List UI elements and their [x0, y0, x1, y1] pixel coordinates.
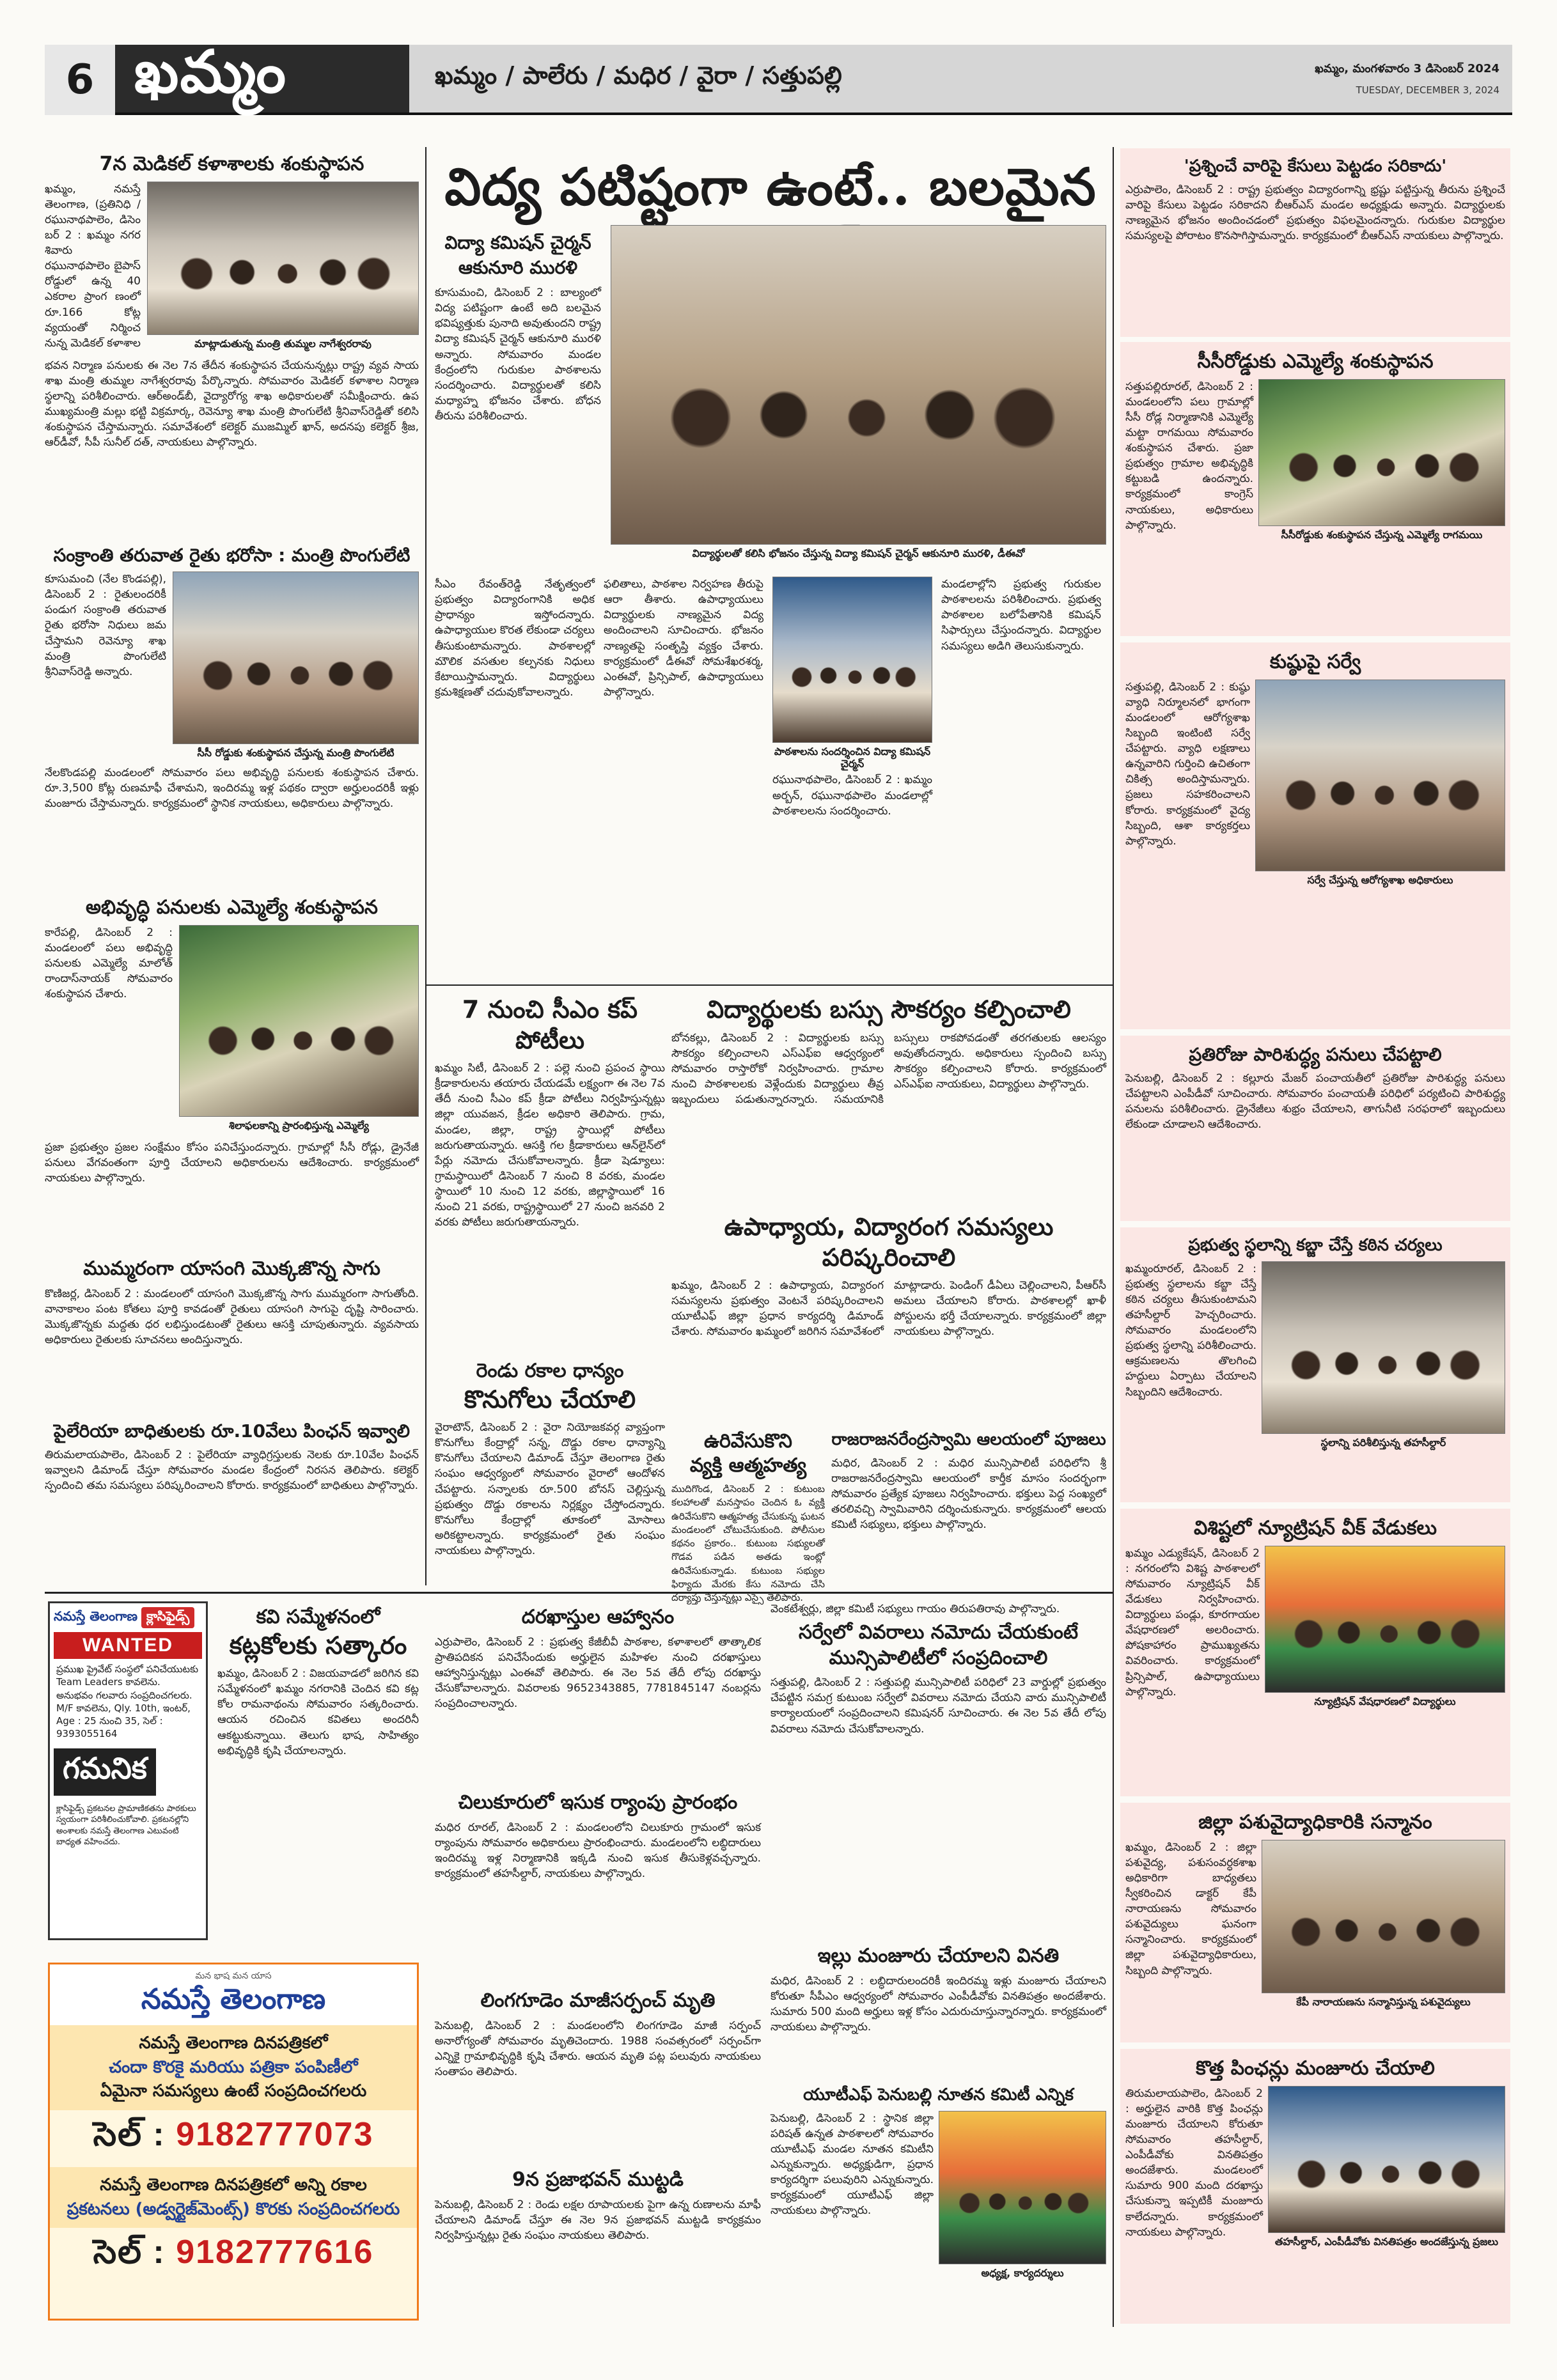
article-body: ఖమ్మం సిటీ, డిసెంబర్ 2 : పల్లె నుంచి ప్రపంచ స్థాయి క్రీడాకారులను తయారు చేయడమే లక్ష్యంగా ఈ నెల 7వ తేదీ నుంచి సీఎం కప్ క్రీడా పోటీలు నిర్వహిస్తున్నట్లు జిల్లా యువజన, క్రీడల అధికారి తెలిపారు. గ్రామ, మండల, జిల్లా, రాష్ట్ర స్థాయిల్లో పోటీలు జరుగుతాయన్నారు. ఆసక్తి గల క్రీడాకారులు ఆన్‌లైన్‌లో పేర్లు నమోదు చేసుకోవాలన్నారు. క్రీడా షెడ్యూలు: గ్రామస్థాయిలో డిసెంబర్ 7 నుంచి 8 వరకు, మండల స్థాయిలో 10 నుంచి 12 వరకు, జిల్లాస్థాయిలో 16 నుంచి 21 వరకు, రాష్ట్రస్థాయిలో 27 నుంచి జనవరి 2 వరకు పోటీలు జరుగుతాయన్నారు. [435, 1062, 665, 1229]
phone-label: సెల్ : [93, 2116, 166, 2154]
article-body: పెనుబల్లి, డిసెంబర్ 2 : కల్లూరు మేజర్ పంచాయతీలో ప్రతిరోజు పారిశుద్ధ్య పనులు చేపట్టాలని ఎంపీడీవో సూచించారు. సోమవారం పంచాయతీ పరిధిలో పర్యటించి పారిశుద్ధ్య పనులను పరిశీలించారు. డ్రైనేజీలు శుభ్రం చేయాలని, తాగునీటి సరఫరాలో ఇబ్బందులు లేకుండా చూడాలని ఆదేశించారు. [1125, 1072, 1505, 1132]
article-body: మండలాల్లోని ప్రభుత్వ గురుకుల పాఠశాలలను పరిశీలించారు. ప్రభుత్వ పాఠశాలల బలోపేతానికి కమిషన్ సిఫార్సులు చేస్తుందన్నారు. విద్యార్థుల సమస్యలు అడిగి తెలుసుకున్నారు. [941, 578, 1101, 653]
article-survey [771, 1601, 1106, 1934]
article-sand-ramp [435, 1787, 761, 1979]
photo-caption: విద్యార్థులతో కలిసి భోజనం చేస్తున్న విద్యా కమిషన్ చైర్మన్ ఆకునూరి మురళి, డీఈవో [692, 547, 1025, 559]
photo-caption: పాఠశాలను సందర్శించిన విద్యా కమిషన్ చైర్మన్ [774, 745, 931, 770]
article-land-encroachment [1120, 1227, 1510, 1502]
article-cc-road-mla [1120, 342, 1510, 636]
headline: 7 నుంచి సీఎం కప్ పోటీలు [462, 995, 638, 1054]
article-body: నేలకొండపల్లి మండలంలో సోమవారం పలు అభివృద్ధి పనులకు శంకుస్థాపన చేశారు. రూ.3,500 కోట్ల రుణమాఫీ చేశామని, ఇందిరమ్మ ఇళ్ల పథకం ద్వారా అర్హులందరికీ ఇళ్లు మంజూరు చేస్తామన్నారు. కార్యక్రమంలో స్థానిక నాయకులు, అధికారులు పాల్గొన్నారు. [45, 766, 419, 811]
ad-line: ఏమైనా సమస్యలు ఉంటే సంప్రదించగలరు [100, 2081, 367, 2101]
photo-caption: అధ్యక్ష, కార్యదర్శులు [981, 2266, 1064, 2279]
inset-photo [772, 577, 932, 743]
article-vet-officer [1120, 1803, 1510, 2042]
photo-caption: శిలాఫలకాన్ని ప్రారంభిస్తున్న ఎమ్మెల్యే [229, 1119, 369, 1132]
article-filaria-pension [45, 1416, 419, 1585]
notice-label: గమనిక [54, 1748, 156, 1796]
article-medical-college [45, 148, 419, 535]
lead-kicker: విద్యా కమిషన్ చైర్మన్ [444, 232, 591, 253]
issue-date [1180, 45, 1512, 113]
article-body: భవన నిర్మాణ పనులకు ఈ నెల 7న తేదీన శంకుస్థాపన చేయనున్నట్లు రాష్ట్ర వ్యవ సాయ శాఖ మంత్రి తుమ్మల నాగేశ్వరరావు పేర్కొన్నారు. సోమవారం మెడికల్ కళాశాల నిర్మాణ స్థలాన్ని పరిశీలించారు. ఆర్‌అండ్‌బీ, వైద్యారోగ్య శాఖ అధికారులతో సమీక్షించారు. ఉప ముఖ్యమంత్రి మల్లు భట్టి విక్రమార్క, రెవెన్యూ శాఖ మంత్రి పొంగులేటి శ్రీనివాస్‌రెడ్డితో కలిసి శంకుస్థాపన చేస్తామన్నారు. సమావేశంలో కలెక్టర్ ముజమ్మిల్ ఖాన్, అదనపు కలెక్టర్ శ్రీజ, ఆర్‌డీవో, సీపీ సునీల్ దత్, నాయకులు పాల్గొన్నారు. [45, 359, 419, 449]
article-nutrition-week [1120, 1509, 1510, 1796]
article-body: తిరుమలాయపాలెం, డిసెంబర్ 2 : పైలేరియా వ్యాధిగ్రస్తులకు నెలకు రూ.10వేల పింఛన్ ఇవ్వాలని డిమాండ్ చేస్తూ సోమవారం మండల కేంద్రంలో నిరసన తెలిపారు. కలెక్టర్ స్పందించి తమ సమస్యలు పరిష్కరించాలని కోరారు. కార్యక్రమంలో బాధితులు పాల్గొన్నారు. [45, 1449, 419, 1493]
article-body: వెంకటేశ్వర్లు, జిల్లా కమిటీ సభ్యులు గాయం తిరుపతిరావు పాల్గొన్నారు. [771, 1603, 1060, 1615]
lead-photo [611, 225, 1106, 545]
headline: ప్రభుత్వ స్థలాన్ని కబ్జా చేస్తే కఠిన చర్యలు [1188, 1236, 1443, 1255]
headline: కుష్ఠుపై సర్వే [1269, 651, 1361, 673]
ad-line: నమస్తే తెలంగాణ దినపత్రికలో [139, 2034, 328, 2053]
article-body: మధిర, డిసెంబర్ 2 : మధిర మున్సిపాలిటీ పరిధిలోని శ్రీ రాజరాజనరేంద్రస్వామి ఆలయంలో కార్తీక మాసం సందర్భంగా సోమవారం ప్రత్యేక పూజలు నిర్వహించారు. భక్తులు పెద్ద సంఖ్యలో తరలివచ్చి స్వామివారిని దర్శించుకున్నారు. కార్యక్రమంలో ఆలయ కమిటీ సభ్యులు, భక్తులు పాల్గొన్నారు. [831, 1456, 1106, 1531]
headline: యూటీఎఫ్ పెనుబల్లి నూతన కమిటీ ఎన్నిక [803, 2085, 1074, 2104]
article-body: సత్తుపల్లి, డిసెంబర్ 2 : కుష్ఠు వ్యాధి నిర్మూలనలో భాగంగా మండలంలో ఆరోగ్యశాఖ సిబ్బంది ఇంటింటి సర్వే చేపట్టారు. వ్యాధి లక్షణాలు ఉన్నవారిని గుర్తించి ఉచితంగా చికిత్స అందిస్తామన్నారు. ప్రజలు సహకరించాలని కోరారు. కార్యక్రమంలో వైద్య సిబ్బంది, ఆశా కార్యకర్తలు పాల్గొన్నారు. [1125, 680, 1250, 848]
news-photo [1262, 1840, 1505, 1993]
article-body: ప్రజా ప్రభుత్వం ప్రజల సంక్షేమం కోసం పనిచేస్తుందన్నారు. గ్రామాల్లో సీసీ రోడ్లు, డ్రైనేజీ పనులు వేగవంతంగా పూర్తి చేయాలని అధికారులను ఆదేశించారు. కార్యక్రమంలో నాయకులు పాల్గొన్నారు. [45, 1140, 419, 1185]
classified-ad [48, 1601, 208, 1940]
article-applications [435, 1601, 761, 1780]
classified-text: ప్రముఖ ప్రైవేట్ సంస్థలో పనిచేయుటకు Team Leaders కావలెను. అనుభవం గలవారు సంప్రదించగలరు. M/F కావలెను, Qly. 10th, ఇంటర్, Age : 25 నుంచి 35, సెల్ : 9393055164 [56, 1663, 199, 1740]
news-photo [1258, 379, 1505, 526]
headline: రెండు రకాల ధాన్యం [476, 1360, 624, 1382]
wanted-banner: WANTED [54, 1632, 202, 1659]
ad-line: ప్రకటనలు (అడ్వర్టైజ్‌మెంట్స్) కొరకు సంప్రదించగలరు [67, 2199, 400, 2219]
article-body: ఖమ్మంరూరల్, డిసెంబర్ 2 : ప్రభుత్వ స్థలాలను కబ్జా చేస్తే కఠిన చర్యలు తీసుకుంటామని తహసీల్దార్ హెచ్చరించారు. సోమవారం మండలంలోని ప్రభుత్వ స్థలాన్ని పరిశీలించారు. ఆక్రమణలను తొలగించి హద్దులు ఏర్పాటు చేయాలని సిబ్బందిని ఆదేశించారు. [1125, 1262, 1256, 1399]
subscription-brand [50, 1964, 417, 2025]
headline-line2: కట్లకోలకు సత్కారం [229, 1631, 407, 1660]
section-title: ఖమ్మం [115, 45, 409, 113]
article-kavi-sammelanam [217, 1601, 419, 1959]
article-body: సత్తుపల్లి, డిసెంబర్ 2 : సత్తుపల్లి మున్సిపాలిటీ పరిధిలో 23 వార్డుల్లో ప్రభుత్వం చేపట్టిన సమగ్ర కుటుంబ సర్వేలో వివరాలు నమోదు చేయని వారు మున్సిపాలిటీ కార్యాలయంలో సంప్రదించాలని కమిషనర్ సూచించారు. ఈ నెల 5వ తేదీ లోపు వివరాలు నమోదు చేసుకోవాలన్నారు. [771, 1676, 1106, 1736]
headline: అభివృద్ధి పనులకు ఎమ్మెల్యే శంకుస్థాపన [86, 896, 378, 919]
article-body: ఖమ్మం, డిసెంబర్ 2 : జిల్లా పశువైద్య, పశుసంవర్ధకశాఖ అధికారిగా బాధ్యతలు స్వీకరించిన డాక్టర్ కేపీ నారాయణను సోమవారం పశువైద్యులు ఘనంగా సన్మానించారు. కార్యక్రమంలో జిల్లా పశువైద్యాధికారులు, సిబ్బంది పాల్గొన్నారు. [1125, 1840, 1256, 1977]
lead-kicker-name: ఆకునూరి మురళి [458, 257, 578, 278]
article-body: కారేపల్లి, డిసెంబర్ 2 : మండలంలో పలు అభివృద్ధి పనులకు ఎమ్మెల్యే మాలోత్ రాందాస్‌నాయక్ సోమవారం శంకుస్థాపన చేశారు. [45, 926, 173, 1000]
news-photo [1268, 2086, 1505, 2233]
headline: 7న మెడికల్ కళాశాలకు శంకుస్థాపన [99, 153, 364, 175]
article-body: కూసుమంచి, డిసెంబర్ 2 : బాల్యంలో విద్య పటిష్టంగా ఉంటే అది బలమైన భవిష్యత్తుకు పునాది అవుతుందని రాష్ట్ర విద్యా కమిషన్ చైర్మన్ ఆకునూరి మురళి అన్నారు. సోమవారం మండల కేంద్రంలోని గురుకుల పాఠశాలను సందర్శించారు. విద్యార్థులతో కలిసి మధ్యాహ్న భోజనం చేశారు. బోధన తీరును పరిశీలించారు. [435, 286, 601, 423]
brand-name: నమస్తే తెలంగాణ [141, 1983, 326, 2016]
lead-headline: విద్య పటిష్టంగా ఉంటే.. బలమైన [444, 157, 1097, 217]
ad-line: నమస్తే తెలంగాణ దినపత్రికలో అన్ని రకాల [100, 2175, 367, 2195]
article-body: ఎర్రుపాలెం, డిసెంబర్ 2 : ప్రభుత్వ కేజీబీవీ పాఠశాల, కళాశాలలో తాత్కాలిక ప్రాతిపదికన పనిచేసేందుకు అర్హులైన మహిళల నుంచి దరఖాస్తులు ఆహ్వానిస్తున్నట్లు ఎంఈవో తెలిపారు. ఈ నెల 5వ తేదీ లోపు దరఖాస్తు చేసుకోవాలన్నారు. వివరాలకు 9652343885, 7781845147 నంబర్లను సంప్రదించాలన్నారు. [435, 1635, 761, 1710]
headline: ఉపాధ్యాయ, విద్యారంగ సమస్యలు పరిష్కరించాలి [724, 1213, 1054, 1272]
article-body: ముదిగొండ, డిసెంబర్ 2 : కుటుంబ కలహాలతో మనస్తాపం చెందిన ఓ వ్యక్తి ఉరివేసుకొని ఆత్మహత్య చేసుకున్న ఘటన మండలంలో చోటుచేసుకుంది. పోలీసుల కథనం ప్రకారం.. కుటుంబ సభ్యులతో గొడవ పడిన అతడు ఇంట్లో ఉరివేసుకున్నాడు. కుటుంబ సభ్యుల ఫిర్యాదు మేరకు కేసు నమోదు చేసి దర్యాప్తు చేస్తున్నట్లు ఎస్సై తెలిపారు. [671, 1483, 825, 1604]
headline: 9న ప్రజాభవన్ ముట్టడి [512, 2168, 684, 2191]
news-photo [179, 925, 419, 1117]
article-suicide [671, 1426, 825, 1604]
article-body: పెనుబల్లి, డిసెంబర్ 2 : రెండు లక్షల రూపాయలకు పైగా ఉన్న రుణాలను మాఫీ చేయాలని డిమాండ్ చేస్తూ ఈ నెల 9న ప్రజాభవన్ ముట్టడి కార్యక్రమం నిర్వహిస్తున్నట్లు రైతు సంఘం నాయకులు తెలిపారు. [435, 2198, 761, 2242]
article-leprosy-survey [1120, 642, 1510, 1029]
article-cm-cup [435, 991, 665, 1349]
ad-line: చందా కొరకై మరియు పత్రికా పంపిణీలో [109, 2057, 358, 2077]
article-body: ఎర్రుపాలెం, డిసెంబర్ 2 : రాష్ట్ర ప్రభుత్వం విద్యారంగాన్ని భ్రష్టు పట్టిస్తున్న తీరును ప్రశ్నించే వారిపై కేసులు పెట్టడం సరికాదని బీఆర్‌ఎస్ మండల అధ్యక్షుడు అన్నారు. విద్యార్థులకు నాణ్యమైన భోజనం అందించడంలో ప్రభుత్వం విఫలమైందన్నారు. గురుకుల విద్యార్థుల సమస్యలపై పోరాటం కొనసాగిస్తామన్నారు. కార్యక్రమంలో బీఆర్‌ఎస్ నాయకులు పాల్గొన్నారు. [1125, 183, 1505, 242]
article-body: రఘునాథపాలెం, డిసెంబర్ 2 : ఖమ్మం అర్బన్, రఘునాథపాలెం మండలాల్లో పాఠశాలలను సందర్శించారు. [772, 774, 932, 818]
article-body: మధిర రూరల్, డిసెంబర్ 2 : మండలంలోని చిలుకూరు గ్రామంలో ఇసుక ర్యాంపును సోమవారం అధికారులు ప్రారంభించారు. మండలంలోని లబ్ధిదారులు ఇందిరమ్మ ఇళ్ల నిర్మాణానికి ఇక్కడి నుంచి ఇసుక తీసుకెళ్లవచ్చన్నారు. కార్యక్రమంలో తహసీల్దార్, నాయకులు పాల్గొన్నారు. [435, 1821, 761, 1880]
headline: ప్రతిరోజు పారిశుద్ధ్య పనులు చేపట్టాలి [1189, 1044, 1442, 1065]
article-body: ఖమ్మం, డిసెంబర్ 2 : విజయవాడలో జరిగిన కవి సమ్మేళనంలో ఖమ్మం నగరానికి చెందిన కవి కట్ల కోల రామనాథంను సోమవారం సత్కరించారు. ఆయన రచించిన కవితలు అందరినీ ఆకట్టుకున్నాయి. తెలుగు భాష, సాహిత్యం అభివృద్ధికి కృషి చేయాలన్నారు. [217, 1667, 419, 1757]
column-rule [425, 147, 426, 1585]
news-photo [1265, 1546, 1505, 1693]
headline: 'ప్రశ్నించే వారిపై కేసులు పెట్టడం సరికాదు' [1184, 157, 1447, 176]
headline: ముమ్మరంగా యాసంగి మొక్కజొన్న సాగు [83, 1257, 380, 1280]
article-body: పెనుబల్లి, డిసెంబర్ 2 : స్థానిక జిల్లా పరిషత్ ఉన్నత పాఠశాలలో సోమవారం యూటీఎఫ్ మండల నూతన కమిటీని ఎన్నుకున్నారు. అధ్యక్షుడిగా, ప్రధాన కార్యదర్శిగా పలువురిని ఎన్నుకున్నారు. కార్యక్రమంలో యూటీఎఫ్ జిల్లా నాయకులు పాల్గొన్నారు. [771, 2112, 934, 2218]
article-body: తిరుమలాయపాలెం, డిసెంబర్ 2 : అర్హులైన వారికి కొత్త పింఛన్లు మంజూరు చేయాలని కోరుతూ సోమవారం తహసీల్దార్, ఎంపీడీవోకు వినతిపత్రం అందజేశారు. మండలంలో సుమారు 900 మంది దరఖాస్తు చేసుకున్నా ఇప్పటికీ మంజూరు కాలేదన్నారు. కార్యక్రమంలో నాయకులు పాల్గొన్నారు. [1125, 2087, 1263, 2239]
news-photo [147, 182, 419, 335]
phone-number: 9182777616 [176, 2234, 374, 2271]
headline-line2: కొనుగోలు చేయాలి [464, 1385, 636, 1413]
photo-caption: సీసీ రోడ్డుకు శంకుస్థాపన చేస్తున్న మంత్రి పొంగులేటి [197, 747, 395, 759]
article-house-sanction [771, 1940, 1106, 2074]
article-body: సత్తుపల్లిరూరల్, డిసెంబర్ 2 : మండలంలోని పలు గ్రామాల్లో సీసీ రోడ్ల నిర్మాణానికి ఎమ్మెల్యే మట్టా రాగమయి సోమవారం శంకుస్థాపన చేశారు. ప్రజా ప్రభుత్వం గ్రామాల అభివృద్ధికి కట్టుబడి ఉందన్నారు. కార్యక్రమంలో కాంగ్రెస్ నాయకులు, అధికారులు పాల్గొన్నారు. [1125, 380, 1253, 532]
article-body: ఫలితాలు, పాఠశాల నిర్వహణ తీరుపై ఆరా తీశారు. ఉపాధ్యాయులు విద్యార్థులకు నాణ్యమైన విద్య అందించాలని సూచించారు. భోజనం నాణ్యతపై సంతృప్తి వ్యక్తం చేశారు. కార్యక్రమంలో డీఈవో సోమశేఖరశర్మ, ఎంఈవో, ప్రిన్సిపాల్, ఉపాధ్యాయులు పాల్గొన్నారు. [604, 578, 763, 699]
issue-date-english: TUESDAY, DECEMBER 3, 2024 [1356, 84, 1499, 96]
headline: ఉరివేసుకొని [704, 1430, 792, 1452]
news-photo [939, 2111, 1106, 2264]
news-photo [1262, 1261, 1505, 1434]
phone-number: 9182777073 [176, 2116, 374, 2154]
headline: లింగగూడెం మాజీసర్పంచ్ మృతి [480, 1989, 716, 2012]
photo-caption: కేపీ నారాయణను సన్మానిస్తున్న పశువైద్యులు [1296, 1995, 1471, 2008]
section-towns: ఖమ్మం / పాలేరు / మధిర / వైరా / సత్తుపల్లి [409, 45, 1180, 113]
photo-caption: మాట్లాడుతున్న మంత్రి తుమ్మల నాగేశ్వరరావు [194, 337, 372, 350]
photo-caption: సర్వే చేస్తున్న ఆరోగ్యశాఖ అధికారులు [1307, 873, 1453, 886]
article-body: ఖమ్మం, డిసెంబర్ 2 : ఉపాధ్యాయ, విద్యారంగ సమస్యలను ప్రభుత్వం వెంటనే పరిష్కరించాలని యూటీఎఫ్ జిల్లా ప్రధాన కార్యదర్శి డిమాండ్ చేశారు. సోమవారం ఖమ్మంలో జరిగిన సమావేశంలో మాట్లాడారు. పెండింగ్ డీఏలు చెల్లించాలని, పీఆర్‌సీ అమలు చేయాలని కోరారు. పాఠశాలల్లో ఖాళీ పోస్టులను భర్తీ చేయాలన్నారు. కార్యక్రమంలో జిల్లా నాయకులు పాల్గొన్నారు. [671, 1279, 1106, 1339]
headline: చిలుకూరులో ఇసుక ర్యాంపు ప్రారంభం [458, 1791, 738, 1814]
subscription-phone[interactable] [50, 2110, 417, 2167]
classified-brand-tag: క్లాసిఫైడ్స్ [141, 1607, 194, 1628]
issue-date-telugu: ఖమ్మం, మంగళవారం 3 డిసెంబర్ 2024 [1315, 61, 1499, 75]
classified-brand-name: నమస్తే తెలంగాణ [54, 1608, 138, 1624]
article-bus-facility [671, 991, 1106, 1202]
headline: కవి సమ్మేళనంలో [256, 1606, 380, 1628]
article-rythu-bharosa [45, 540, 419, 885]
section-rule [45, 1592, 1113, 1594]
photo-caption: తహసీల్దార్, ఎంపీడీవోకు వినతిపత్రం అందజేస్తున్న ప్రజలు [1274, 2235, 1499, 2248]
headline: ఇల్లు మంజూరు చేయాలని వినతి [817, 1945, 1060, 1967]
article-sanitation [1120, 1036, 1510, 1221]
article-prajabhavan [435, 2164, 761, 2324]
article-body: వైరాటౌన్, డిసెంబర్ 2 : వైరా నియోజకవర్గ వ్యాప్తంగా కొనుగోలు కేంద్రాల్లో సన్న, దొడ్డు రకాల ధాన్యాన్ని కొనుగోలు చేయాలని డిమాండ్ చేస్తూ తెలంగాణ రైతు సంఘం ఆధ్వర్యంలో సోమవారం వైరాలో ఆందోళన చేపట్టారు. సన్నాలకు రూ.500 బోనస్ చెల్లిస్తున్న ప్రభుత్వం దొడ్డు రకాలను నిర్లక్ష్యం చేస్తోందన్నారు. కొనుగోలు కేంద్రాల్లో తూకంలో మోసాలు అరికట్టాలన్నారు. కార్యక్రమంలో రైతు సంఘం నాయకులు పాల్గొన్నారు. [435, 1421, 665, 1557]
section-rule [425, 984, 1113, 986]
headline: విశిష్టలో న్యూట్రిషన్ వీక్ వేడుకలు [1193, 1517, 1437, 1539]
article-body: బోనకల్లు, డిసెంబర్ 2 : విద్యార్థులకు బస్సు సౌకర్యం కల్పించాలని ఎస్‌ఎఫ్‌ఐ ఆధ్వర్యంలో సోమవారం రాస్తారోకో నిర్వహించారు. గ్రామాల నుంచి పాఠశాలలకు వెళ్లేందుకు విద్యార్థులు తీవ్ర ఇబ్బందులు పడుతున్నారన్నారు. సమయానికి బస్సులు రాకపోవడంతో తరగతులకు ఆలస్యం అవుతోందన్నారు. అధికారులు స్పందించి బస్సు సౌకర్యం కల్పించాలని కోరారు. కార్యక్రమంలో ఎస్‌ఎఫ్‌ఐ నాయకులు, విద్యార్థులు పాల్గొన్నారు. [671, 1031, 1106, 1106]
news-photo [173, 572, 419, 744]
lead-article [435, 148, 1106, 979]
article-utf-committee [771, 2081, 1106, 2324]
page-number: 6 [45, 45, 115, 115]
headline: రాజరాజనరేంద్రస్వామి ఆలయంలో పూజలు [831, 1430, 1106, 1449]
classified-brand [50, 1603, 206, 1632]
photo-caption: స్థలాన్ని పరిశీలిస్తున్న తహసీల్దార్ [1320, 1436, 1446, 1449]
headline: సర్వేలో వివరాలు నమోదు చేయకుంటే [799, 1621, 1078, 1644]
article-teacher-issues [671, 1208, 1106, 1419]
photo-caption: న్యూట్రిషన్ వేషధారణలో విద్యార్థులు [1314, 1695, 1456, 1707]
subscription-ad [48, 1963, 419, 2321]
headline: సీసీరోడ్డుకు ఎమ్మెల్యే శంకుస్థాపన [1197, 350, 1434, 373]
headline: దరఖాస్తుల ఆహ్వానం [521, 1606, 675, 1628]
headline: పైలేరియా బాధితులకు రూ.10వేలు పింఛన్ ఇవ్వాలి [53, 1420, 411, 1442]
article-body: ఖమ్మం ఎడ్యుకేషన్, డిసెంబర్ 2 : నగరంలోని విశిష్ట పాఠశాలలో సోమవారం న్యూట్రిషన్ వీక్ వేడుకలు నిర్వహించారు. విద్యార్థులు పండ్లు, కూరగాయల వేషధారణలో అలరించారు. పోషకాహారం ప్రాముఖ్యతను వివరించారు. కార్యక్రమంలో ప్రిన్సిపాల్, ఉపాధ్యాయులు పాల్గొన్నారు. [1125, 1546, 1260, 1699]
article-body: కొణిజర్ల, డిసెంబర్ 2 : మండలంలో యాసంగి మొక్కజొన్న సాగు ముమ్మరంగా సాగుతోంది. వానాకాలం పంట కోతలు పూర్తి కావడంతో రైతులు యాసంగి సాగుపై దృష్టి సారించారు. మొక్కజొన్నకు మద్దతు ధర లభిస్తుండటంతో రైతులు ఆసక్తి చూపుతున్నారు. వ్యవసాయ అధికారులు రైతులకు సూచనలు అందిస్తున్నారు. [45, 1287, 419, 1346]
article-temple-puja [831, 1426, 1106, 1592]
article-mla-foundation [45, 892, 419, 1247]
column-rule [1113, 147, 1114, 2327]
headline-line2: మున్సిపాలిటీలో సంప్రదించాలి [829, 1646, 1048, 1669]
photo-caption: సీసీరోడ్డుకు శంకుస్థాపన చేస్తున్న ఎమ్మెల్యే రాగమయి [1281, 528, 1483, 541]
brand-tagline: మన భాష మన యాస [195, 1971, 272, 1981]
article-paddy-procurement [435, 1355, 665, 1592]
article-body: కూసుమంచి (నేల కొండపల్లి), డిసెంబర్ 2 : రైతులందరికీ పండుగ సంక్రాంతి తరువాత రైతు భరోసా నిధులు జమ చేస్తామని రెవెన్యూ శాఖ మంత్రి పొంగులేటి శ్రీనివాస్‌రెడ్డి అన్నారు. [45, 573, 166, 678]
headline: సంక్రాంతి తరువాత రైతు భరోసా : మంత్రి పొంగులేటి [53, 545, 411, 566]
headline: కొత్త పింఛన్లు మంజూరు చేయాలి [1196, 2057, 1435, 2080]
article-body: ఖమ్మం, నమస్తే తెలంగాణ, (ప్రతినిధి / రఘునాథపాలెం, డిసెం బర్ 2 : ఖమ్మం నగర శివారు రఘునాథపాలెం బైపాస్ రోడ్డులో ఉన్న 40 ఎకరాల ప్రాంగ ణంలో రూ.166 కోట్ల వ్యయంతో నిర్మించ నున్న మెడికల్ కళాశాల [45, 182, 141, 350]
article-body: మధిర, డిసెంబర్ 2 : లబ్ధిదారులందరికీ ఇందిరమ్మ ఇళ్లు మంజూరు చేయాలని కోరుతూ సీపీఎం ఆధ్వర్యంలో సోమవారం ఎంపీడీవోకు వినతిపత్రం అందజేశారు. సుమారు 500 మంది అర్హులు ఇళ్ల కోసం ఎదురుచూస్తున్నారన్నారు. కార్యక్రమంలో నాయకులు పాల్గొన్నారు. [771, 1974, 1106, 2034]
headline: జిల్లా పశువైద్యాధికారికి సన్మానం [1198, 1811, 1432, 1833]
article-questioning-cases [1120, 148, 1510, 337]
headline-line2: వ్యక్తి ఆత్మహత్య [689, 1454, 807, 1477]
article-former-sarpanch [435, 1985, 761, 2158]
headline: విద్యార్థులకు బస్సు సౌకర్యం కల్పించాలి [707, 995, 1071, 1023]
news-photo [1255, 680, 1505, 871]
article-new-pensions [1120, 2049, 1510, 2324]
phone-label: సెల్ : [93, 2234, 166, 2271]
advertising-phone[interactable] [50, 2228, 417, 2285]
article-maize-cultivation [45, 1253, 419, 1410]
notice-text: క్లాసిఫైడ్స్ ప్రకటనల ప్రామాణికతను పాఠకులు స్వయంగా పరిశీలించుకోవాలి. ప్రకటనల్లోని అంశాలకు నమస్తే తెలంగాణ ఎటువంటి బాధ్యత వహించదు. [56, 1803, 196, 1847]
masthead [45, 36, 1512, 115]
article-body: సీఎం రేవంత్‌రెడ్డి నేతృత్వంలో ప్రభుత్వం విద్యారంగానికి అధిక ప్రాధాన్యం ఇస్తోందన్నారు. ఉపాధ్యాయుల కొరత లేకుండా చర్యలు తీసుకుంటామన్నారు. పాఠశాలల్లో మౌలిక వసతుల కల్పనకు నిధులు కేటాయిస్తామన్నారు. విద్యార్థులు క్రమశిక్షణతో చదువుకోవాలన్నారు. [435, 578, 595, 699]
article-body: పెనుబల్లి, డిసెంబర్ 2 : మండలంలోని లింగగూడెం మాజీ సర్పంచ్ అనారోగ్యంతో సోమవారం మృతిచెందారు. 1988 సంవత్సరంలో సర్పంచ్‌గా ఎన్నికై గ్రామాభివృద్ధికి కృషి చేశారు. ఆయన మృతి పట్ల పలువురు నాయకులు సంతాపం తెలిపారు. [435, 2019, 761, 2078]
